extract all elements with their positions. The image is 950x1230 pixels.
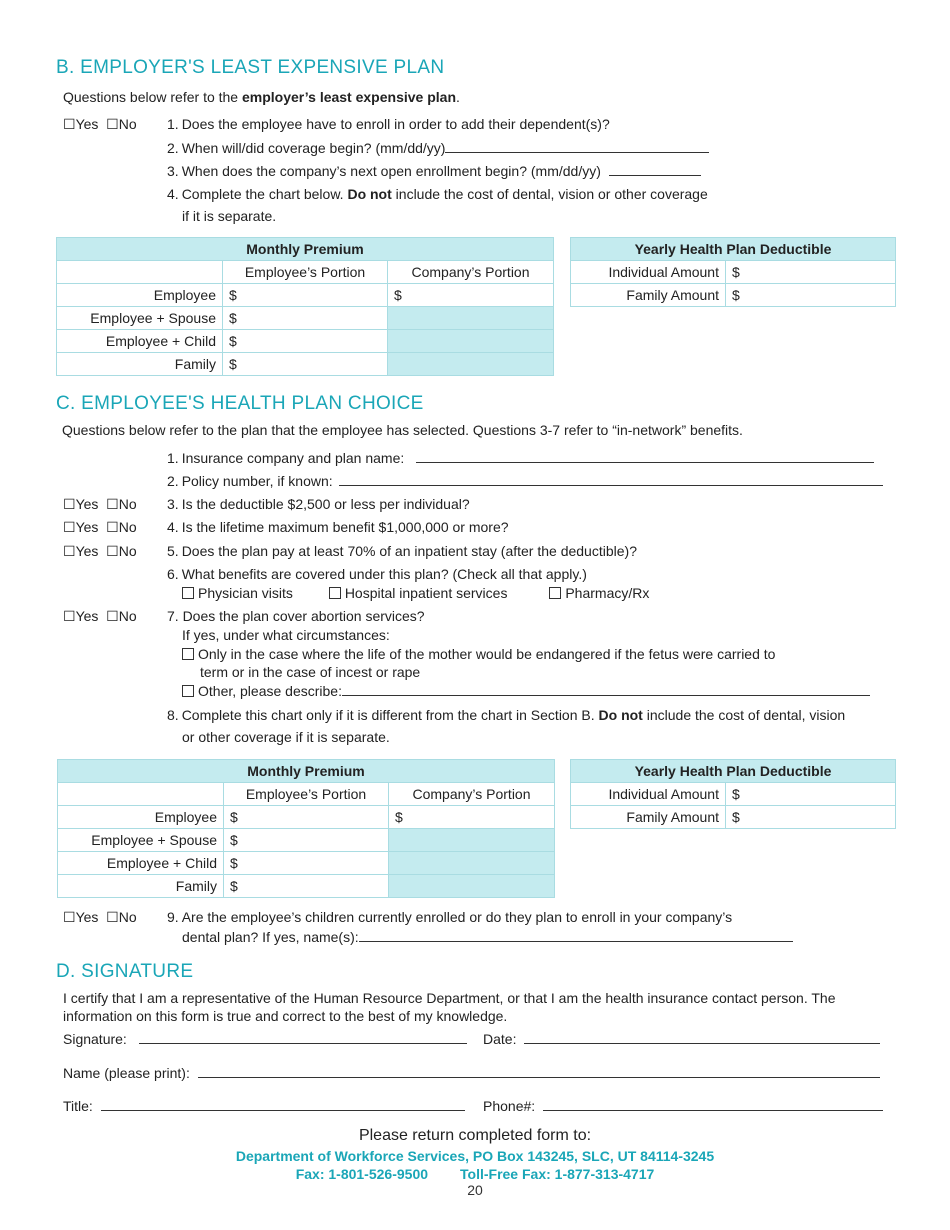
shaded-cell (389, 852, 555, 875)
c-premium-table (57, 759, 555, 898)
deductible-cell[interactable]: $ (726, 284, 896, 307)
c-q1: 1. Insurance company and plan name: (167, 449, 874, 467)
c-q6-options (182, 584, 649, 602)
b-q2-field[interactable] (445, 139, 709, 153)
premium-cell[interactable]: $ (224, 829, 389, 852)
section-c-intro: Questions below refer to the plan that the employee has selected. Questions 3-7 refer to “in-network” benefits. (62, 422, 743, 438)
c-q4-yes-no[interactable]: ☐Yes ☐No (63, 519, 137, 535)
signature-row: Signature: (63, 1030, 467, 1048)
certify-line1: I certify that I am a representative of the Human Resource Department, or that I am the health insurance contact person. The (63, 990, 836, 1006)
c-q6: 6. What benefits are covered under this plan? (Check all that apply.) (167, 566, 587, 582)
phone-field[interactable] (543, 1097, 883, 1111)
col-company-portion: Company’s Portion (388, 261, 554, 284)
c-q9-yes-no[interactable]: ☐Yes ☐No (63, 909, 137, 925)
deductible-title: Yearly Health Plan Deductible (571, 760, 896, 783)
c-q7-option2[interactable]: Other, please describe: (182, 682, 870, 700)
name-row: Name (please print): (63, 1064, 880, 1082)
c-q7: 7. Does the plan cover abortion services? (167, 608, 425, 624)
premium-cell[interactable]: $ (224, 852, 389, 875)
c-deductible-table (570, 759, 896, 829)
row-label: Employee + Spouse (58, 829, 224, 852)
premium-cell[interactable]: $ (223, 353, 388, 376)
col-company-portion: Company’s Portion (389, 783, 555, 806)
premium-cell[interactable]: $ (388, 284, 554, 307)
c-q8-line2: or other coverage if it is separate. (182, 729, 390, 745)
c-q7-yes-no[interactable]: ☐Yes ☐No (63, 608, 137, 624)
shaded-cell (388, 330, 554, 353)
section-b-heading: B. EMPLOYER'S LEAST EXPENSIVE PLAN (56, 57, 445, 78)
c-q8: 8. Complete this chart only if it is different from the chart in Section B. Do not include the cost of dental, vision (167, 707, 846, 723)
page-number: 20 (467, 1182, 483, 1198)
title-field[interactable] (101, 1097, 465, 1111)
premium-cell[interactable]: $ (224, 806, 389, 829)
deductible-title: Yearly Health Plan Deductible (571, 238, 896, 261)
deductible-cell[interactable]: $ (726, 783, 896, 806)
pharmacy-checkbox[interactable]: Pharmacy/Rx (549, 585, 649, 601)
hospital-checkbox[interactable]: Hospital inpatient services (329, 585, 508, 601)
row-label: Family (58, 875, 224, 898)
col-employee-portion: Employee’s Portion (223, 261, 388, 284)
return-heading: Please return completed form to: (358, 1127, 592, 1144)
b-q3-field[interactable] (609, 162, 701, 176)
c-q3-yes-no[interactable]: ☐Yes ☐No (63, 496, 137, 512)
physician-checkbox[interactable]: Physician visits (182, 585, 293, 601)
fax-numbers: Fax: 1-801-526-9500 Toll-Free Fax: 1-877-313-4717 (295, 1166, 655, 1182)
row-label: Family (57, 353, 223, 376)
b-q4-line2: if it is separate. (182, 208, 277, 224)
premium-cell[interactable]: $ (224, 875, 389, 898)
shaded-cell (389, 875, 555, 898)
date-row: Date: (483, 1030, 880, 1048)
section-b-intro: Questions below refer to the employer’s least expensive plan. (63, 89, 460, 105)
b-q2: 2. When will/did coverage begin? (mm/dd/yy) (167, 139, 709, 157)
row-label: Family Amount (571, 284, 726, 307)
phone-row: Phone#: (483, 1097, 883, 1115)
row-label: Employee + Child (57, 330, 223, 353)
shaded-cell (389, 829, 555, 852)
b-deductible-table (570, 237, 896, 307)
c-q7-option1[interactable]: Only in the case where the life of the mother would be endangered if the fetus were carried to (182, 645, 775, 663)
deductible-cell[interactable]: $ (726, 261, 896, 284)
c-q2-field[interactable] (339, 472, 883, 486)
row-label: Individual Amount (571, 783, 726, 806)
shaded-cell (388, 307, 554, 330)
c-q1-field[interactable] (416, 449, 874, 463)
c-q5-yes-no[interactable]: ☐Yes ☐No (63, 543, 137, 559)
c-q9-line2: dental plan? If yes, name(s): (182, 928, 793, 946)
c-q4: 4. Is the lifetime maximum benefit $1,000,000 or more? (167, 519, 509, 535)
premium-cell[interactable]: $ (223, 284, 388, 307)
deductible-cell[interactable]: $ (726, 806, 896, 829)
return-address: Department of Workforce Services, PO Box 143245, SLC, UT 84114-3245 (235, 1148, 715, 1164)
title-row: Title: (63, 1097, 465, 1115)
c-q3: 3. Is the deductible $2,500 or less per individual? (167, 496, 470, 512)
date-field[interactable] (524, 1030, 880, 1044)
certify-line2: information on this form is true and correct to the best of my knowledge. (63, 1008, 508, 1024)
section-c-heading: C. EMPLOYEE'S HEALTH PLAN CHOICE (56, 393, 424, 414)
premium-title: Monthly Premium (57, 238, 554, 261)
premium-cell[interactable]: $ (223, 307, 388, 330)
row-label: Employee (57, 284, 223, 307)
c-q7-option1-cont: term or in the case of incest or rape (200, 664, 421, 680)
row-label: Individual Amount (571, 261, 726, 284)
c-q9-names-field[interactable] (359, 928, 793, 942)
shaded-cell (388, 353, 554, 376)
row-label: Family Amount (571, 806, 726, 829)
row-label: Employee (58, 806, 224, 829)
c-q5: 5. Does the plan pay at least 70% of an inpatient stay (after the deductible)? (167, 543, 637, 559)
c-q7-sub: If yes, under what circumstances: (182, 627, 390, 643)
signature-field[interactable] (139, 1030, 467, 1044)
c-q9: 9. Are the employee’s children currently enrolled or do they plan to enroll in your company’s (167, 909, 733, 925)
name-field[interactable] (198, 1064, 880, 1078)
c-q7-describe-field[interactable] (342, 682, 870, 696)
row-label: Employee + Child (58, 852, 224, 875)
section-d-heading: D. SIGNATURE (56, 961, 194, 982)
b-q1-yes-no[interactable]: ☐Yes ☐No (63, 116, 137, 132)
c-q2: 2. Policy number, if known: (167, 472, 883, 490)
premium-cell[interactable]: $ (223, 330, 388, 353)
premium-title: Monthly Premium (58, 760, 555, 783)
premium-cell[interactable]: $ (389, 806, 555, 829)
b-q1: 1. Does the employee have to enroll in order to add their dependent(s)? (167, 116, 610, 132)
b-q3: 3. When does the company’s next open enrollment begin? (mm/dd/yy) (167, 162, 701, 180)
b-q4: 4. Complete the chart below. Do not include the cost of dental, vision or other coverage (167, 186, 708, 202)
b-premium-table (56, 237, 554, 376)
col-employee-portion: Employee’s Portion (224, 783, 389, 806)
row-label: Employee + Spouse (57, 307, 223, 330)
